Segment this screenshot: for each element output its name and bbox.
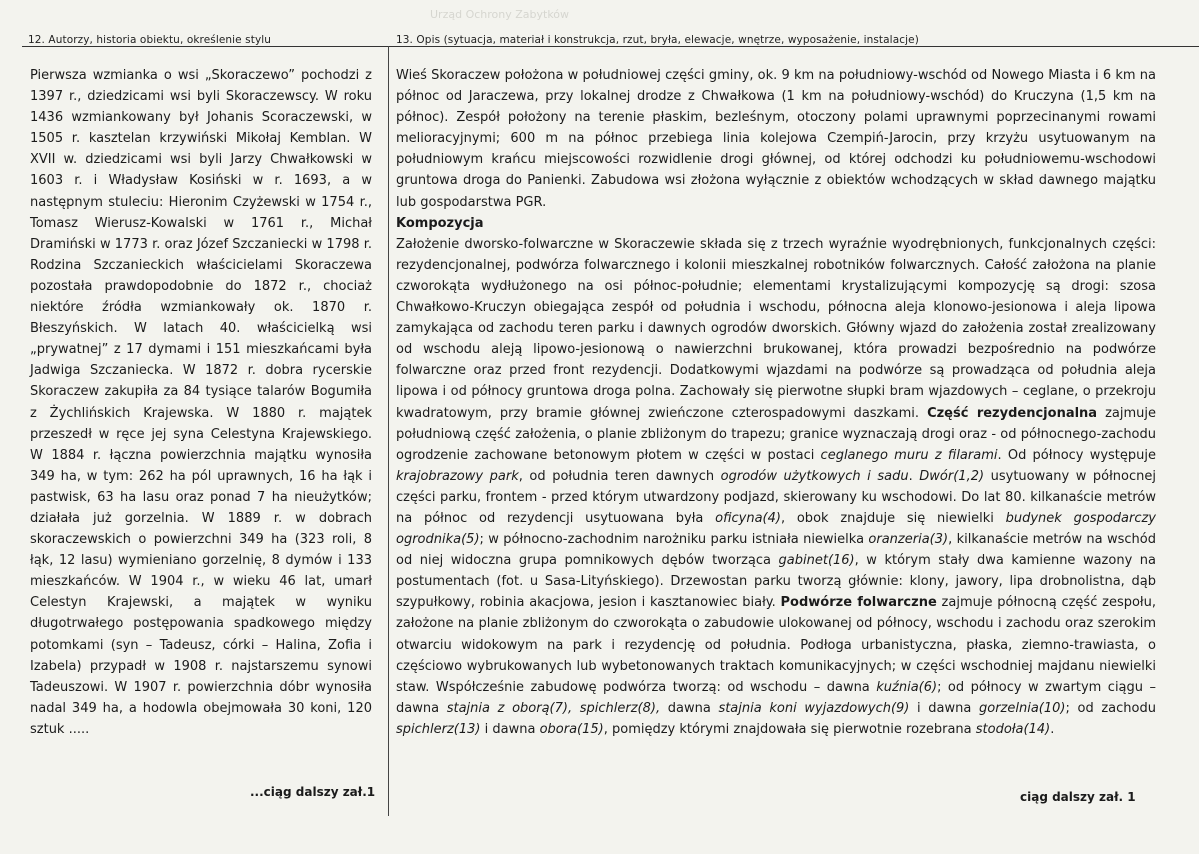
italic-term: krajobrazowy park [396, 468, 519, 484]
text-run: i dawna [480, 721, 540, 737]
description-text-column [396, 65, 1156, 740]
left-column-header: 12. Autorzy, historia obiektu, określenie stylu [28, 34, 272, 46]
italic-term: budynek gospodarczy ogrodnika(5) [396, 510, 1156, 548]
text-run: , od południa teren dawnych [518, 468, 721, 484]
text-run: i dawna [909, 700, 979, 716]
history-text-column [30, 65, 372, 740]
text-run: Założenie dworsko-folwarczne w Skoraczewie składa się z trzech wyraźnie wyodrębnionych, funkcjonalnych części: rezydencjonalnej, podwórza folwarcznego i kolonii mieszkalnej robotników folwarcznych. Całość założona na planie czworokąta wydłużonego na osi północ-południe; elementami krystalizującymi kompozycję są drogi: szosa Chwałkowo-Kruczyn obiegająca zespół od południa i wschodu, północna aleja klonowo-jesionowa i aleja lipowa zamykająca od zachodu teren parku i dawnych ogrodów dworskich. Główny wjazd do założenia został zrealizowany od wschodu aleją lipowo-jesionową o nawierzchni brukowanej, która prowadzi bezpośrednio na podwórze folwarczne oraz przed front rezydencji. Dodatkowymi wjazdami na podwórze są prowadząca od południa aleja lipowa i od północy gruntowa droga polna. Zachowały się pierwotne słupki bram wjazdowych – ceglane, o przekroju kwadratowym, przy bramie głównej zwieńczone czterospadowymi daszkami. [396, 236, 1156, 421]
text-run: . [908, 468, 920, 484]
text-run: , pomiędzy którymi znajdowała się pierwotnie rozebrana [603, 721, 976, 737]
italic-term: Dwór(1,2) [919, 468, 985, 484]
text-run: . [1050, 721, 1055, 737]
italic-term: stajnia z oborą(7), spichlerz(8), [446, 700, 661, 716]
text-run: , obok znajduje się niewielki [780, 510, 1006, 526]
left-continuation-note: ...ciąg dalszy zał.1 [250, 785, 376, 799]
italic-term: stodoła(14) [975, 721, 1051, 737]
text-run: , kilkanaście metrów na wschód od niej widoczna grupa pomnikowych dębów tworząca [396, 532, 1156, 569]
italic-term: kuźnia(6) [876, 679, 938, 695]
right-column-header: 13. Opis (sytuacja, materiał i konstrukcja, rzut, bryła, elewacje, wnętrze, wyposażenie, instalacje) [396, 34, 919, 46]
italic-term: spichlerz(13) [396, 721, 481, 737]
text-run: zajmuje północną część zespołu, założone na planie zbliżonym do czworokąta o zabudowie ulokowanej od północy, wschodu i zachodu oraz szerokim otwarciu widokowym na park i rezydencję od południa. Podłoga urbanistyczna, płaska, ziemno-trawiasta, o częściowo wybrukowanych lub wybetonowanych traktach komunikacyjnych; w części wschodniej majdanu niewielki staw. Współcześnie zabudowę podwórza tworzą: od wschodu – dawna [396, 595, 1156, 695]
composition-subheading: Kompozycja [396, 215, 484, 231]
location-paragraph: Wieś Skoraczew położona w południowej części gminy, ok. 9 km na południowy-wschód od Nowego Miasta i 6 km na północ od Jaraczewa, przy lokalnej drodze z Chwałkowa (1 km na południowy-wschód) do Kruczyna (1,5 km na północ). Zespół położony na terenie płaskim, bezleśnym, otoczony polami uprawnymi poprzecinanymi rowami melioracyjnymi; 600 m na północ przebiega linia kolejowa Czempiń-Jarocin, przy krzyżu usytuowanym na południowym krańcu miejscowości rozwidlenie drogi głównej, od której odchodzi ku południowemu-wschodowi gruntowa droga do Panienki. Zabudowa wsi złożona wyłącznie z obiektów wchodzących w skład dawnego majątku lub gospodarstwa PGR. [396, 68, 1156, 210]
text-run: ; w północno-zachodnim narożniku parku istniała niewielka [479, 532, 869, 548]
text-run: usytuowany w północnej części parku, frontem - przed którym utwardzony podjazd, skierowany ku wschodowi. Do lat 80. kilkanaście metrów na północ od rezydencji usytuowana była [396, 468, 1156, 526]
italic-term: ogrodów użytkowych i sadu [720, 468, 909, 484]
italic-term: obora(15) [539, 721, 604, 737]
history-paragraph: Pierwsza wzmianka o wsi „Skoraczewo” pochodzi z 1397 r., dziedzicami wsi byli Skoraczewscy. W roku 1436 wzmiankowany był Johanis Scoraczewski, w 1505 r. kasztelan krzywiński Mikołaj Kemblan. W XVII w. dziedzicami wsi byli Jarzy Chwałkowski w 1603 r. i Władysław Kosiński w r. 1693, a w następnym stuleciu: Hieronim Czyżewski w 1754 r., Tomasz Wierusz-Kowalski w 1761 r., Michał Dramiński w 1773 r. oraz Józef Szczaniecki w 1798 r. Rodzina Szczanieckich właścicielami Skoraczewa pozostała prawdopodobnie do 1872 r., chociaż niektóre źródła wzmiankowały ok. 1870 r. Błeszyńskich. W latach 40. właścicielką wsi „prywatnej” z 17 dymami i 151 mieszkańcami była Jadwiga Szczaniecka. W 1872 r. dobra rycerskie Skoraczew zakupiła za 84 tysiące talarów Bogumiła z Żychlińskich Krajewska. W 1880 r. majątek przeszedł w ręce jej syna Celestyna Krajewskiego. W 1884 r. łączna powierzchnia majątku wynosiła 349 ha, w tym: 262 ha pól uprawnych, 16 ha łąk i pastwisk, 63 ha lasu oraz ponad 7 ha nieużytków; działała już gorzelnia. W 1889 r. w dobrach skoraczewskich o powierzchni 349 ha (323 roli, 8 łąk, 12 lasu) wymieniano gorzelnię, 8 dymów i 133 mieszkańców. W 1904 r., w wieku 46 lat, umarł Celestyn Krajewski, a majątek w wyniku długotrwałego postępowania spadkowego między potomkami (syn – Tadeusz, córki – Halina, Zofia i Izabela) przypadł w 1908 r. najstarszemu synowi Tadeuszowi. W 1907 r. powierzchnia dóbr wynosiła nadal 349 ha, a hodowla obejmowała 30 koni, 120 sztuk ..... [30, 68, 372, 737]
text-run: ; od zachodu [1065, 700, 1156, 716]
text-run: , w którym stały dwa kamienne wazony na postumentach (fot. u Sasa-Lityńskiego). Drzewostan parku tworzą głównie: klony, jawory, lipa drobnolistna, dąb szypułkowy, robinia akacjowa, jesion i kasztanowiec biały. [396, 553, 1156, 611]
text-run: dawna [660, 700, 719, 716]
italic-term: ceglanego muru z filarami [820, 447, 998, 463]
italic-term: gabinet(16) [778, 553, 855, 569]
italic-term: oranzeria(3) [868, 532, 949, 548]
right-continuation-note: ciąg dalszy zał. 1 [1020, 790, 1136, 804]
composition-paragraph [396, 234, 1156, 740]
faint-header: Urząd Ochrony Zabytków [430, 8, 570, 21]
italic-term: gorzelnia(10) [978, 700, 1066, 716]
text-run: . Od północy występuje [997, 447, 1156, 463]
column-divider [388, 46, 389, 816]
bold-term: Podwórze folwarczne [780, 595, 937, 611]
text-run: ; od północy w zwartym ciągu – dawna [396, 679, 1156, 716]
text-run: zajmuje południową część założenia, o planie zbliżonym do trapezu; granice wyznaczają drogi oraz - od północnego-zachodu ogrodzenie zachowane betonowym płotem w części w postaci [396, 405, 1156, 463]
italic-term: oficyna(4) [715, 510, 781, 526]
italic-term: stajnia koni wyjazdowych(9) [718, 700, 910, 716]
header-rule [22, 46, 1199, 47]
bold-term: Część rezydencjonalna [927, 405, 1098, 421]
